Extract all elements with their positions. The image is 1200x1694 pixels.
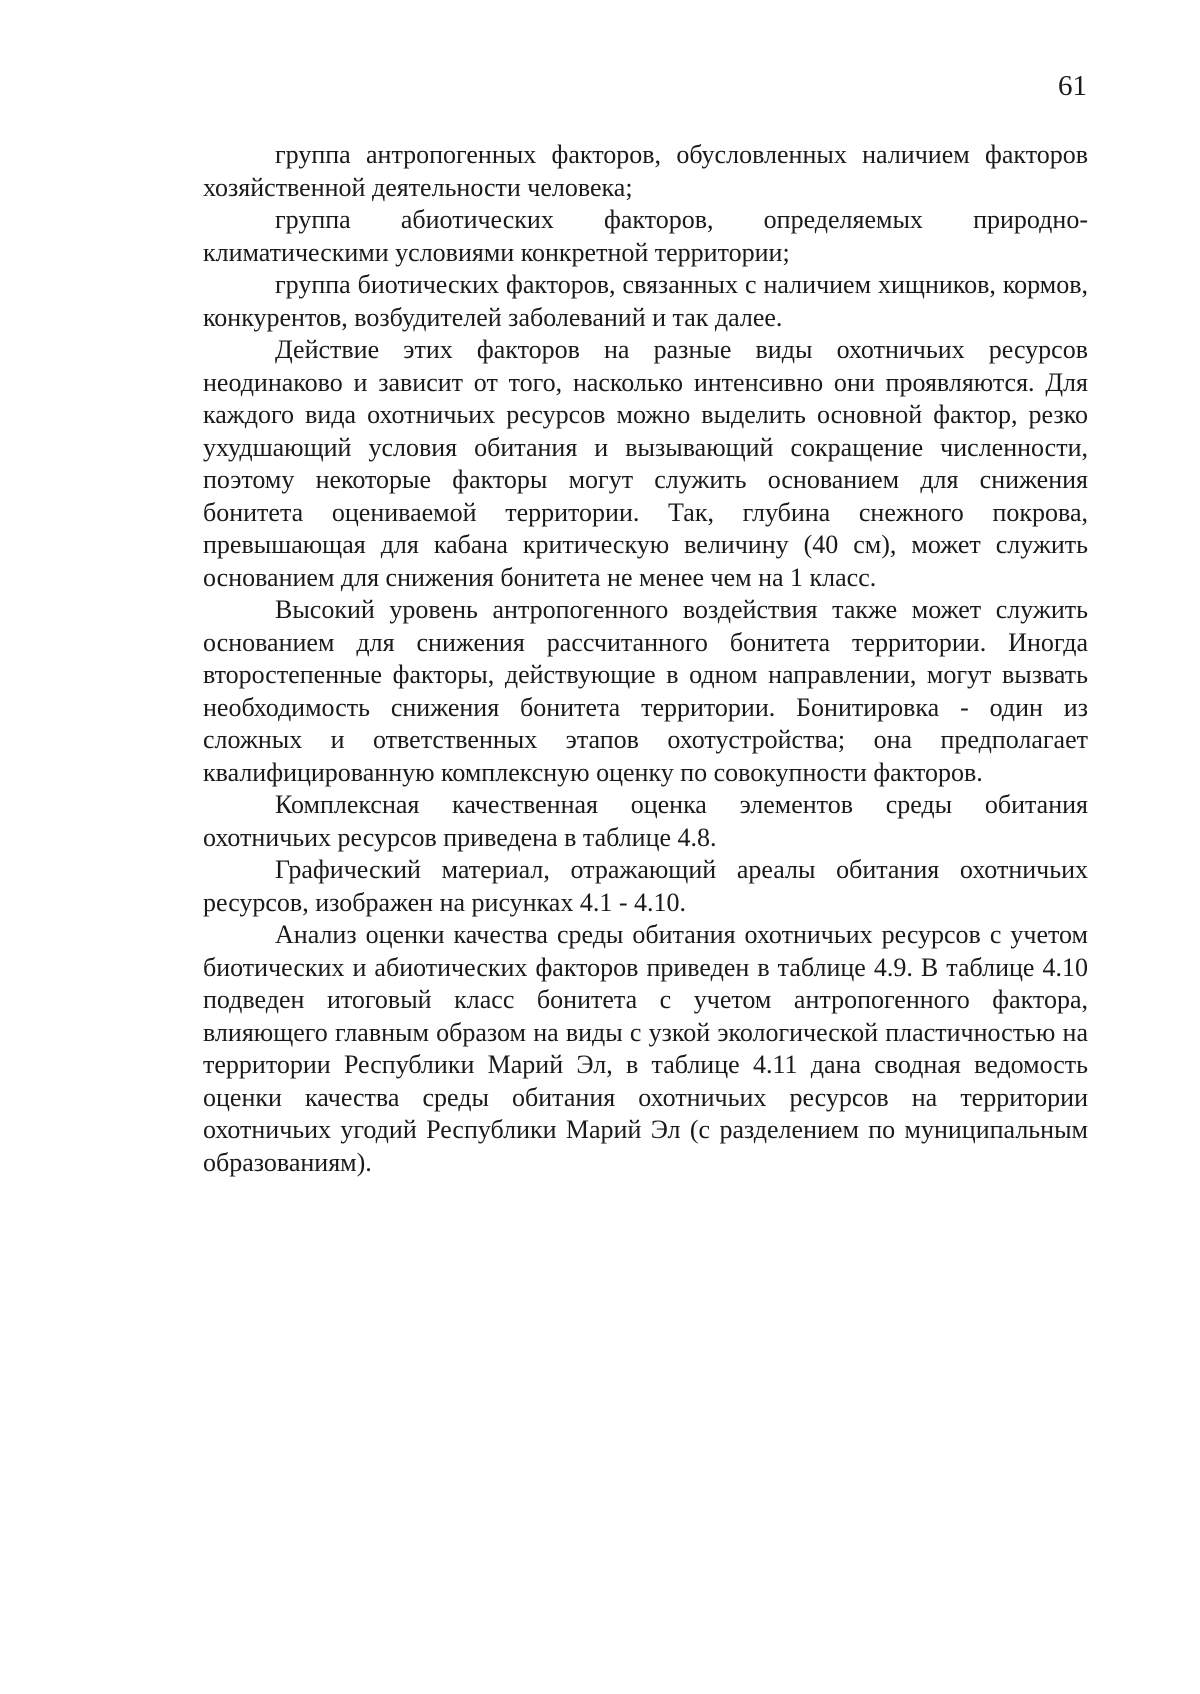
body-text bbox=[203, 139, 1088, 1179]
paragraph-anthropogenic-impact: Высокий уровень антропогенного воздействия также может служить основанием для снижения рассчитанного бонитета территории. Иногда второстепенные факторы, действующие в одном направлении, могут вызвать необходимость снижения бонитета территории. Бонитировка - один из сложных и ответственных этапов охотустройства; она предполагает квалифицированную комплексную оценку по совокупности факторов. bbox=[203, 595, 1088, 787]
paragraph-factor-effects: Действие этих факторов на разные виды охотничьих ресурсов неодинаково и зависит от того, насколько интенсивно они проявляются. Для каждого вида охотничьих ресурсов можно выделить основной фактор, резко ухудшающий условия обитания и вызывающий сокращение численности, поэтому некоторые факторы могут служить основанием для снижения бонитета оцениваемой территории. Так, глубина снежного покрова, превышающая для кабана критическую величину (40 см), может служить основанием для снижения бонитета не менее чем на 1 класс. bbox=[203, 335, 1088, 592]
page-number: 61 bbox=[1058, 70, 1087, 102]
paragraph-abiotic-factors: группа абиотических факторов, определяемых природно-климатическими условиями конкретной территории; bbox=[203, 205, 1088, 267]
paragraph-analysis: Анализ оценки качества среды обитания охотничьих ресурсов с учетом биотических и абиотических факторов приведен в таблице 4.9. В таблице 4.10 подведен итоговый класс бонитета с учетом антропогенного фактора, влияющего главным образом на виды с узкой экологической пластичностью на территории Республики Марий Эл, в таблице 4.11 дана сводная ведомость оценки качества среды обитания охотничьих ресурсов на территории охотничьих угодий Республики Марий Эл (с разделением по муниципальным образованиям). bbox=[203, 920, 1088, 1177]
paragraph-anthropogenic-factors: группа антропогенных факторов, обусловленных наличием факторов хозяйственной деятельности человека; bbox=[203, 140, 1088, 202]
paragraph-figures: Графический материал, отражающий ареалы обитания охотничьих ресурсов, изображен на рисунках 4.1 - 4.10. bbox=[203, 855, 1088, 917]
paragraph-table-4-8: Комплексная качественная оценка элементов среды обитания охотничьих ресурсов приведена в таблице 4.8. bbox=[203, 790, 1088, 852]
paragraph-biotic-factors: группа биотических факторов, связанных с наличием хищников, кормов, конкурентов, возбудителей заболеваний и так далее. bbox=[203, 270, 1088, 332]
